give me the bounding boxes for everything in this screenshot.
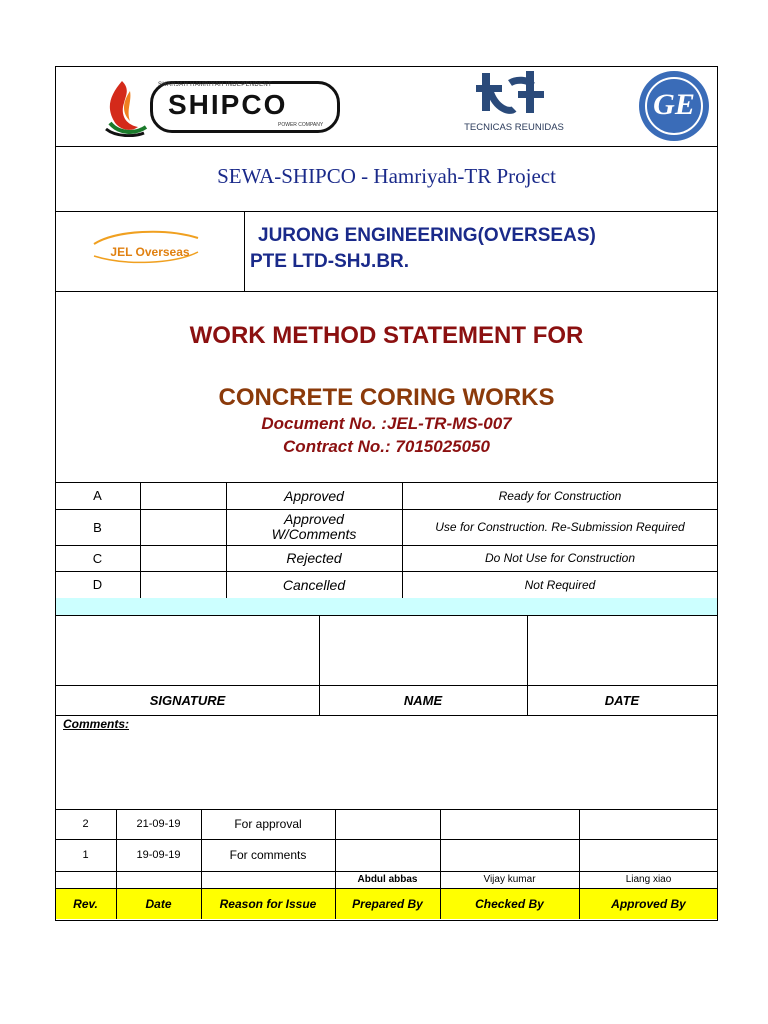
contract-number: Contract No.: 7015025050 xyxy=(283,437,490,456)
date-header: DATE xyxy=(604,692,640,708)
revision-table xyxy=(55,809,718,920)
checked-by-name: Vijay kumar xyxy=(483,874,536,885)
shipco-sub: POWER COMPANY xyxy=(278,122,324,128)
document-title-line1: WORK METHOD STATEMENT FOR xyxy=(189,322,584,349)
shipco-name: SHIPCO xyxy=(168,89,288,120)
document-title-line2: CONCRETE CORING WORKS xyxy=(218,384,555,411)
tr-mark-icon xyxy=(476,69,546,117)
status-label-cell: Cancelled xyxy=(282,576,346,593)
status-code-cell: C xyxy=(92,550,103,566)
approved-by-header: Approved By xyxy=(611,897,686,911)
status-label-cell: Rejected xyxy=(286,550,342,566)
status-code-cell: D xyxy=(92,577,103,592)
status-code-cell: B xyxy=(93,519,102,535)
flame-icon xyxy=(100,77,150,137)
status-meaning-cell: Not Required xyxy=(524,577,596,592)
shipco-tagline: SHARJAH HAMRIYAH INDEPENDENT xyxy=(158,82,272,88)
reason-header: Reason for Issue xyxy=(219,897,317,911)
rev-date-cell: 19-09-19 xyxy=(136,849,181,861)
logo-header xyxy=(56,67,717,146)
document-number: Document No. :JEL-TR-MS-007 xyxy=(261,414,512,433)
separator-band xyxy=(56,598,717,615)
shipco-logo xyxy=(100,75,350,141)
ge-mark: GE xyxy=(653,88,695,121)
rev-date-cell: 21-09-19 xyxy=(136,818,181,830)
prepared-by-header: Prepared By xyxy=(352,897,423,911)
status-label-cell: Approved xyxy=(284,487,344,504)
date-column-header: Date xyxy=(145,897,172,911)
ge-logo xyxy=(638,70,710,142)
status-code-cell: A xyxy=(93,488,102,503)
rev-number-cell: 2 xyxy=(82,818,89,830)
comments-label: Comments: xyxy=(63,717,130,731)
contractor-name-line1: JURONG ENGINEERING(OVERSEAS) xyxy=(258,225,596,246)
tecnicas-reunidas-logo xyxy=(448,67,578,139)
jel-overseas-logo xyxy=(56,212,244,291)
approved-by-name: Liang xiao xyxy=(625,874,672,885)
checked-by-header: Checked By xyxy=(475,897,544,911)
jel-logo-text: JEL Overseas xyxy=(110,245,190,259)
rev-reason-cell: For comments xyxy=(229,848,307,862)
rev-header: Rev. xyxy=(73,897,98,911)
signature-header: SIGNATURE xyxy=(149,692,226,708)
name-header: NAME xyxy=(403,692,443,708)
project-title: SEWA-SHIPCO - Hamriyah-TR Project xyxy=(217,164,556,188)
status-meaning-cell: Use for Construction. Re-Submission Required xyxy=(435,520,685,534)
rev-number-cell: 1 xyxy=(82,849,89,861)
prepared-by-name: Abdul abbas xyxy=(357,874,418,885)
tr-name: TECNICAS REUNIDAS xyxy=(464,122,564,133)
status-meaning-cell: Ready for Construction xyxy=(498,488,622,503)
status-code-table xyxy=(55,482,718,598)
status-meaning-cell: Do Not Use for Construction xyxy=(484,551,636,565)
status-label-cell: Approved W/Comments xyxy=(271,511,357,542)
rev-reason-cell: For approval xyxy=(234,817,302,831)
contractor-name-line2: PTE LTD-SHJ.BR. xyxy=(250,251,410,272)
